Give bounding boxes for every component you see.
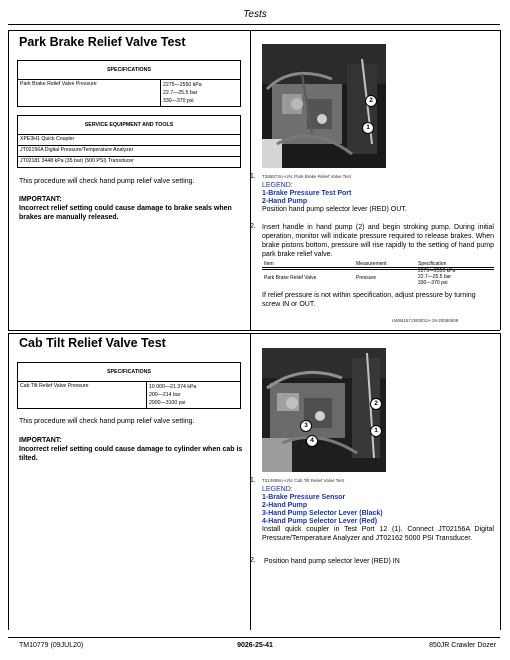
meas-head-item: Item <box>264 261 274 267</box>
section2-step1-number: 1. <box>250 477 256 484</box>
section1-legend-label: LEGEND: <box>262 182 293 189</box>
spec-name: Cab Tilt Relief Valve Pressure <box>18 382 147 409</box>
callout-2: 2 <box>370 398 382 410</box>
section1-ref-code: LW86157,000001A-19-20080509 <box>392 318 459 323</box>
section1-spec-table <box>17 60 241 107</box>
tool-item: JT02181 3448 kPa (35 bar) (500 PSI) Transducer <box>18 157 241 168</box>
section2-important-text: Incorrect relief setting could cause damage to cylinder when cab is tilted. <box>19 446 243 462</box>
meas-table-rule <box>262 269 494 270</box>
meas-spec <box>416 268 494 287</box>
section1-legend-item: 2-Hand Pump <box>262 198 308 205</box>
spec-value-kpa: 10 000—21 374 kPa <box>149 384 197 390</box>
section2-legend-label: LEGEND: <box>262 486 293 493</box>
meas-head-measurement: Measurement <box>356 261 387 267</box>
section1-step2-text: Insert handle in hand pump (2) and begin stroking pump. During initial operation, monitor will indicate pressure required to release brakes. When brake pistons bottom, pressure will rise rapidly to the setting of hand pump park brake relief valve. <box>262 224 494 258</box>
section2-left-border <box>8 333 9 630</box>
section2-intro: This procedure will check hand pump relief valve setting. <box>19 418 195 425</box>
footer-page-number: 9026-25-41 <box>237 642 273 649</box>
measurement-table <box>262 261 494 286</box>
cab-tilt-photo-illustration <box>262 348 386 472</box>
section2-step2-text: Position hand pump selector lever (RED) IN <box>264 558 400 565</box>
meas-spec-bar: 22.7—25.5 bar <box>418 274 452 280</box>
spec-header: SPECIFICATIONS <box>18 363 241 382</box>
section2-spec-table <box>17 362 241 409</box>
callout-3: 3 <box>300 420 312 432</box>
spec-header: SPECIFICATIONS <box>18 61 241 80</box>
spec-name: Park Brake Relief Valve Pressure <box>18 80 161 107</box>
section1-legend-item: 1-Brake Pressure Test Port <box>262 190 352 197</box>
callout-2: 2 <box>365 95 377 107</box>
cab-tilt-photo <box>262 348 386 472</box>
section2-top-rule <box>8 333 500 334</box>
spec-values <box>161 80 241 107</box>
meas-measurement: Pressure <box>356 275 377 281</box>
tool-item: XPE3H1 Quick Coupler <box>18 135 241 146</box>
section1-adjust-text: If relief pressure is not within specification, adjust pressure by turning screw IN or OUT. <box>262 292 476 308</box>
spec-value-kpa: 2275—2550 kPa <box>163 82 202 88</box>
section1-title: Park Brake Relief Valve Test <box>19 35 186 49</box>
header-rule <box>8 24 500 25</box>
section1-top-rule <box>8 30 500 31</box>
meas-spec-kpa: 2275—2550 kPa <box>418 268 456 274</box>
section1-intro: This procedure will check hand pump relief valve setting. <box>19 178 195 185</box>
section2-step2-number: 2. <box>250 557 256 564</box>
section1-bottom-rule <box>8 330 500 331</box>
spec-value-psi: 330—370 psi <box>163 98 194 104</box>
section2-legend-item: 2-Hand Pump <box>262 502 308 509</box>
callout-1: 1 <box>370 425 382 437</box>
spec-value-bar: 22.7—25.5 bar <box>163 90 198 96</box>
section1-tools-table <box>17 115 241 168</box>
section2-title: Cab Tilt Relief Valve Test <box>19 336 166 350</box>
section2-legend-item: 1-Brake Pressure Sensor <box>262 494 346 501</box>
spec-values <box>147 382 241 409</box>
footer-rule <box>8 637 500 638</box>
section1-important-text: Incorrect relief setting could cause damage to brake seals when brakes are manually released. <box>19 205 232 221</box>
section1-right-border <box>500 30 501 330</box>
section2-legend-item: 3-Hand Pump Selector Lever (Black) <box>262 510 383 517</box>
section2-caption: T214859A–UN: Cab Tilt Relief Valve Test <box>262 478 344 483</box>
section1-step2-number: 2. <box>250 223 256 230</box>
section2-right-border <box>500 333 501 630</box>
meas-spec-psi: 330—370 psi <box>418 280 448 286</box>
page-header: Tests <box>243 9 267 20</box>
section1-important-label: IMPORTANT: <box>19 196 62 203</box>
meas-item: Park Brake Relief Valve <box>264 275 317 281</box>
tools-header: SERVICE EQUIPMENT AND TOOLS <box>18 116 241 135</box>
callout-1: 1 <box>362 122 374 134</box>
section1-divider <box>250 30 251 330</box>
section1-step1-text: Position hand pump selector lever (RED) OUT. <box>262 206 407 213</box>
tool-item: JT02156A Digital Pressure/Temperature Analyzer <box>18 146 241 157</box>
section1-step1-number: 1. <box>250 173 256 180</box>
meas-head-spec: Specification <box>418 261 447 267</box>
section1-left-border <box>8 30 9 330</box>
footer-doc-id: TM10779 (09JUL20) <box>19 642 84 649</box>
spec-value-psi: 2900—3100 psi <box>149 400 186 406</box>
section1-caption: T265573A–UN: Park Brake Relief Valve Test <box>262 174 351 179</box>
section2-important-label: IMPORTANT: <box>19 437 62 444</box>
section2-step1-text: Install quick coupler in Test Port 12 (1). Connect JT02156A Digital Pressure/Temperature Analyzer and JT02162 5000 PSI Transducer. <box>262 526 494 542</box>
footer-model: 850JR Crawler Dozer <box>429 642 496 649</box>
spec-value-bar: 200—214 bar <box>149 392 181 398</box>
callout-4: 4 <box>306 435 318 447</box>
section2-legend-item: 4-Hand Pump Selector Lever (Red) <box>262 518 378 525</box>
